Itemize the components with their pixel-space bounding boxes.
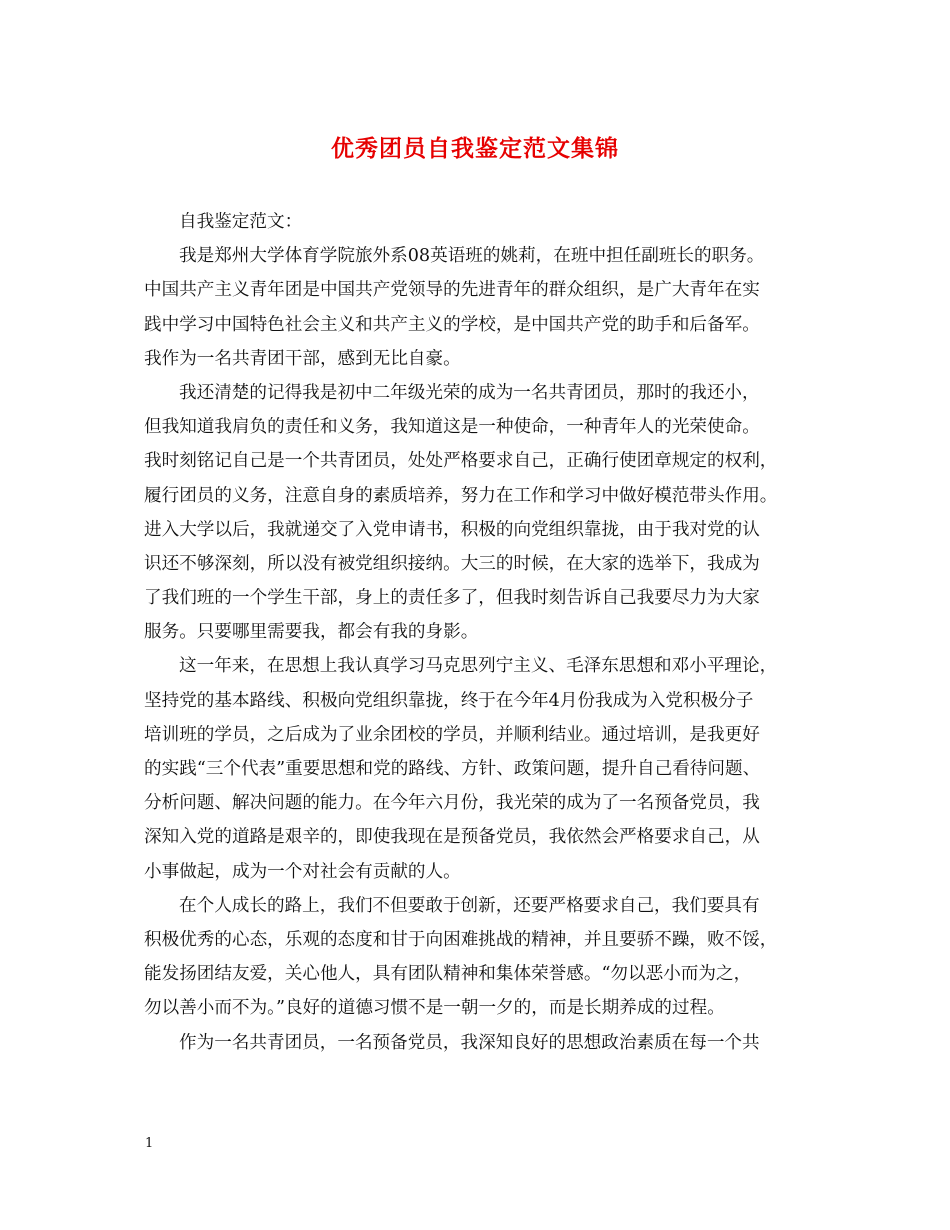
text-line: 中国共产主义青年团是中国共产党领导的先进青年的群众组织，是广大青年在实	[144, 280, 760, 301]
text-line: 小事做起，成为一个对社会有贡献的人。	[144, 861, 461, 882]
text-line: 我是郑州大学体育学院旅外系08英语班的姚莉，在班中担任副班长的职务。	[179, 246, 765, 267]
text-line: 我还清楚的记得我是初中二年级光荣的成为一名共青团员，那时的我还小，	[179, 382, 760, 403]
text-line: 进入大学以后，我就递交了入党申请书，积极的向党组织靠拢，由于我对党的认	[144, 519, 760, 540]
text-line: 我作为一名共青团干部，感到无比自豪。	[144, 348, 461, 369]
text-line: 培训班的学员，之后成为了业余团校的学员，并顺利结业。通过培训，是我更好	[144, 724, 760, 745]
text-line: 了我们班的一个学生干部，身上的责任多了，但我时刻告诉自己我要尽力为大家	[144, 588, 760, 609]
text-line: 深知入党的道路是艰辛的，即使我现在是预备党员，我依然会严格要求自己，从	[144, 827, 760, 848]
text-line: 的实践“三个代表”重要思想和党的路线、方针、政策问题，提升自己看待问题、	[144, 759, 761, 779]
document-title: 优秀团员自我鉴定范文集锦	[331, 135, 619, 162]
text-line: 自我鉴定范文：	[179, 212, 303, 232]
text-line: 服务。只要哪里需要我，都会有我的身影。	[144, 622, 479, 643]
text-line: 履行团员的义务，注意自身的素质培养，努力在工作和学习中做好模范带头作用。	[144, 485, 778, 506]
text-line: 作为一名共青团员，一名预备党员，我深知良好的思想政治素质在每一个共	[179, 1032, 760, 1053]
text-line: 这一年来，在思想上我认真学习马克思列宁主义、毛泽东思想和邓小平理论，	[179, 656, 778, 677]
text-line: 积极优秀的心态，乐观的态度和甘于向困难挑战的精神，并且要骄不躁，败不馁，	[144, 929, 778, 950]
text-line: 但我知道我肩负的责任和义务，我知道这是一种使命，一种青年人的光荣使命。	[144, 417, 760, 438]
text-line: 识还不够深刻，所以没有被党组织接纳。大三的时候，在大家的选举下，我成为	[144, 553, 760, 574]
page-number: 1	[145, 1136, 154, 1151]
text-line: 我时刻铭记自己是一个共青团员，处处严格要求自己，正确行使团章规定的权利，	[144, 451, 778, 472]
text-line: 分析问题、解决问题的能力。在今年六月份，我光荣的成为了一名预备党员，我	[144, 793, 760, 814]
text-line: 坚持党的基本路线、积极向党组织靠拢，终于在今年4月份我成为入党积极分子	[144, 690, 754, 711]
text-line: 勿以善小而不为。”良好的道德习惯不是一朝一夕的，而是长期养成的过程。	[144, 998, 725, 1019]
text-line: 践中学习中国特色社会主义和共产主义的学校，是中国共产党的助手和后备军。	[144, 314, 760, 335]
text-line: 能发扬团结友爱，关心他人，具有团队精神和集体荣誉感。“勿以恶小而为之，	[144, 964, 752, 985]
document-body	[144, 205, 814, 1060]
text-line: 在个人成长的路上，我们不但要敢于创新，还要严格要求自己，我们要具有	[179, 895, 760, 916]
